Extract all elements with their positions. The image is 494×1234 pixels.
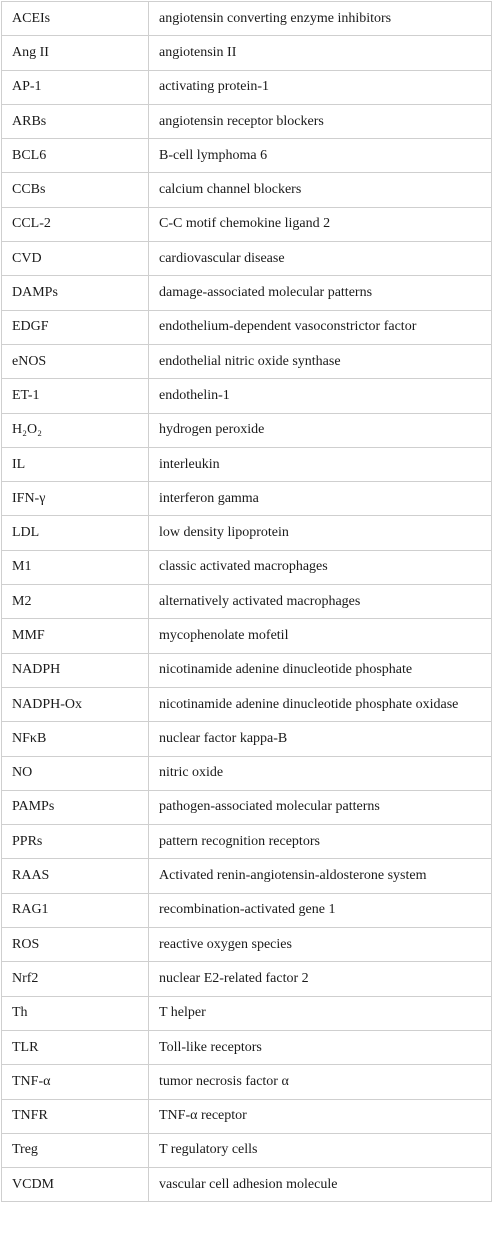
definition-cell: alternatively activated macrophages — [149, 585, 492, 619]
definition-cell: cardiovascular disease — [149, 242, 492, 276]
table-row — [2, 722, 492, 756]
table-row — [2, 276, 492, 310]
definition-cell: T helper — [149, 996, 492, 1030]
definition-cell: nuclear E2-related factor 2 — [149, 962, 492, 996]
table-row — [2, 173, 492, 207]
table-row — [2, 207, 492, 241]
definition-cell: interferon gamma — [149, 482, 492, 516]
table-row — [2, 482, 492, 516]
table-row — [2, 1030, 492, 1064]
abbreviation-cell: MMF — [2, 619, 149, 653]
definition-cell: nitric oxide — [149, 756, 492, 790]
definition-cell: C-C motif chemokine ligand 2 — [149, 207, 492, 241]
table-row — [2, 2, 492, 36]
definition-cell: pathogen-associated molecular patterns — [149, 790, 492, 824]
definition-cell: angiotensin receptor blockers — [149, 104, 492, 138]
abbreviation-cell: CCBs — [2, 173, 149, 207]
abbreviation-cell: PAMPs — [2, 790, 149, 824]
table-row — [2, 859, 492, 893]
abbreviation-cell: CVD — [2, 242, 149, 276]
definition-cell: pattern recognition receptors — [149, 825, 492, 859]
table-row — [2, 687, 492, 721]
definition-cell: TNF-α receptor — [149, 1099, 492, 1133]
table-row — [2, 447, 492, 481]
definition-cell: low density lipoprotein — [149, 516, 492, 550]
definition-cell: Toll-like receptors — [149, 1030, 492, 1064]
definition-cell: activating protein-1 — [149, 70, 492, 104]
definition-cell: endothelium-dependent vasoconstrictor factor — [149, 310, 492, 344]
definition-cell: angiotensin II — [149, 36, 492, 70]
table-row — [2, 1065, 492, 1099]
table-row — [2, 413, 492, 447]
abbreviation-cell: VCDM — [2, 1168, 149, 1202]
table-row — [2, 379, 492, 413]
table-row — [2, 996, 492, 1030]
abbreviation-cell: ET-1 — [2, 379, 149, 413]
table-row — [2, 962, 492, 996]
table-row — [2, 516, 492, 550]
definition-cell: Activated renin-angiotensin-aldosterone system — [149, 859, 492, 893]
table-row — [2, 928, 492, 962]
definition-cell: nuclear factor kappa-B — [149, 722, 492, 756]
abbreviation-cell: Ang II — [2, 36, 149, 70]
table-row — [2, 242, 492, 276]
definition-cell: nicotinamide adenine dinucleotide phosphate — [149, 653, 492, 687]
table-row — [2, 1168, 492, 1202]
definition-cell: classic activated macrophages — [149, 550, 492, 584]
definition-cell: vascular cell adhesion molecule — [149, 1168, 492, 1202]
definition-cell: tumor necrosis factor α — [149, 1065, 492, 1099]
abbreviation-cell: eNOS — [2, 344, 149, 378]
table-row — [2, 756, 492, 790]
definition-cell: T regulatory cells — [149, 1133, 492, 1167]
definition-cell: hydrogen peroxide — [149, 413, 492, 447]
abbreviation-cell: RAG1 — [2, 893, 149, 927]
definition-cell: endothelin-1 — [149, 379, 492, 413]
definition-cell: reactive oxygen species — [149, 928, 492, 962]
table-row — [2, 70, 492, 104]
abbreviation-cell: TLR — [2, 1030, 149, 1064]
definition-cell: recombination-activated gene 1 — [149, 893, 492, 927]
table-row — [2, 1133, 492, 1167]
abbreviation-cell: BCL6 — [2, 139, 149, 173]
definition-cell: B-cell lymphoma 6 — [149, 139, 492, 173]
table-row — [2, 139, 492, 173]
abbreviation-cell: LDL — [2, 516, 149, 550]
abbreviation-cell: Nrf2 — [2, 962, 149, 996]
abbreviation-cell: NADPH-Ox — [2, 687, 149, 721]
definition-cell: mycophenolate mofetil — [149, 619, 492, 653]
abbreviation-cell: ROS — [2, 928, 149, 962]
definition-cell: interleukin — [149, 447, 492, 481]
abbreviation-cell: IFN-γ — [2, 482, 149, 516]
definition-cell: angiotensin converting enzyme inhibitors — [149, 2, 492, 36]
table-row — [2, 104, 492, 138]
abbreviation-cell: AP-1 — [2, 70, 149, 104]
abbreviations-table-body — [2, 2, 492, 1202]
table-row — [2, 344, 492, 378]
abbreviation-cell: RAAS — [2, 859, 149, 893]
table-row — [2, 1099, 492, 1133]
abbreviation-cell: TNF-α — [2, 1065, 149, 1099]
abbreviation-cell: CCL-2 — [2, 207, 149, 241]
definition-cell: calcium channel blockers — [149, 173, 492, 207]
abbreviation-cell: EDGF — [2, 310, 149, 344]
abbreviation-cell: NO — [2, 756, 149, 790]
table-row — [2, 619, 492, 653]
table-row — [2, 893, 492, 927]
table-row — [2, 585, 492, 619]
abbreviation-cell: Th — [2, 996, 149, 1030]
abbreviation-cell: NFκB — [2, 722, 149, 756]
table-row — [2, 550, 492, 584]
definition-cell: nicotinamide adenine dinucleotide phosphate oxidase — [149, 687, 492, 721]
abbreviations-table — [1, 1, 492, 1202]
abbreviation-cell: ARBs — [2, 104, 149, 138]
abbreviation-cell: IL — [2, 447, 149, 481]
abbreviation-cell: PPRs — [2, 825, 149, 859]
table-row — [2, 825, 492, 859]
abbreviation-cell: H₂O₂ — [2, 413, 149, 447]
abbreviation-cell: TNFR — [2, 1099, 149, 1133]
table-row — [2, 653, 492, 687]
abbreviation-cell: ACEIs — [2, 2, 149, 36]
abbreviation-cell: M2 — [2, 585, 149, 619]
definition-cell: endothelial nitric oxide synthase — [149, 344, 492, 378]
definition-cell: damage-associated molecular patterns — [149, 276, 492, 310]
abbreviation-cell: DAMPs — [2, 276, 149, 310]
abbreviation-cell: M1 — [2, 550, 149, 584]
table-row — [2, 790, 492, 824]
table-row — [2, 36, 492, 70]
abbreviation-cell: NADPH — [2, 653, 149, 687]
abbreviation-cell: Treg — [2, 1133, 149, 1167]
table-row — [2, 310, 492, 344]
